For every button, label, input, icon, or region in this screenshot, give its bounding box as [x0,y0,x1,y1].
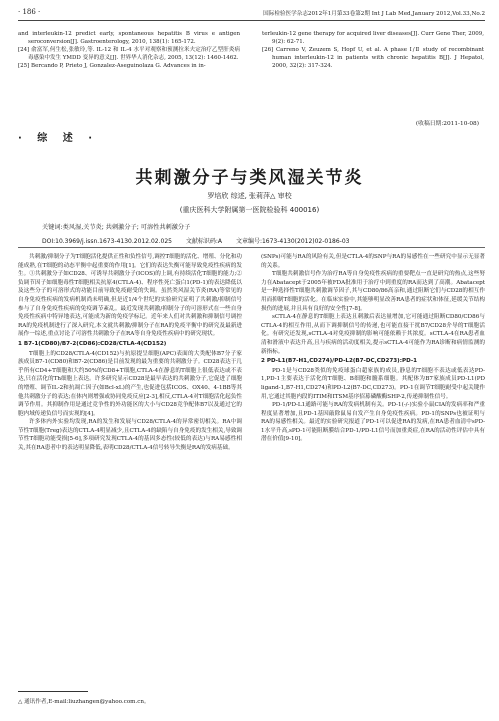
body-left-column [18,253,242,685]
paragraph: 许多体内外实验均发现,RA的发生和发展与CD28/CTLA-4的异常密切相关。RA中调节性T细胞(Treg)表达的CTLA-4明显减少,且CTLA-4的缺陷与自身免疫的发生相关,导致调节性T细胞功能受损[5-6],多项研究发现CTLA-4的基因多态性(较低的表达)与RA易感性相关,其在RA患者中的表达明显降低,表明CD28/CTLA-4信号转导失衡是RA的发病基础。 [18,419,242,452]
paragraph: PD-1是与CD28类似的免疫球蛋白超家族的成员,静息的T细胞不表达或低表达PD-1,PD-1主要表达于活化的T细胞、B细胞和髓系细胞。其配体为B7家族成员PD-L1(PD ligand-1,B7-H1,CD274)和PD-L2(B7-DC,CD273)。PD-1在调节T细胞耐受中起关键作用,它通过其胞内段的ITIM和ITSM基序招募磷酸酶SHP-2,传递抑制性信号。 [261,367,485,400]
paragraph: T细胞共刺激信号作为治疗RA等自身免疫性疾病的重要靶点一直是研究的热点,这些努力在Abatacept于2005年被FDA批准用于治疗中到重度的RA而达到了高潮。Abatacept是一种选择性T细胞共刺激调节因子,其与CD80/86高亲和,通过阻断它们与CD28的相互作用而抑制T细胞的活化。在临床实验中,其能够明显改善RA患者的症状和体征,延缓关节结构损伤的进展,并且具有良好的安全性[7-8]。 [261,271,485,312]
document-code: 文献标识码:A [185,238,223,245]
paragraph: PD-1/PD-L1通路可能与RA的发病机制有关。PD-1(-/-)实验小鼠CIA的发病率和严重程度显著增加,且PD-1基因敲除鼠易自发产生自身免疫性疾病。PD-1的SNPs也被证明与RA的易感性相关。最近的实验研究报道了PD-1可以促进RA的发病,在RA患者血清中sPD-1水平升高,sPD-1可能阻断膜结合PD-1/PD-L1信号而加重炎症,在RA的活动性评估中具有潜在价值[9-10]。 [261,402,485,443]
article-number: 文章编号:1673-4130(2012)02-0186-03 [235,238,350,245]
footnote: △ 通讯作者,E-mail:liuzhangen@yahoo.com.cn。 [18,699,150,705]
keywords: 关键词:类风湿,关节炎; 共刺激分子; 可溶性共刺激分子 [42,224,191,231]
footnote-rule [18,691,88,692]
references-left [18,30,240,70]
article-title: 共刺激分子与类风湿关节炎 [135,168,364,188]
section-label: · 综 述 · [18,133,99,144]
reference-item: and interleukin-12 predict early, spontaneous hepatitis B virus e antigen seroconversion[J]. Gastroenterology, 2010, 138(1): 165-172. [18,31,240,45]
section-heading: 2 PD-L1(B7-H1,CD274)/PD-L2(B7-DC,CD273):PD-1 [261,358,418,365]
received-date: (收稿日期:2011-10-08) [415,121,479,127]
section-heading: 1 B7-1(CD80)/B7-2(CD86):CD28/CTLA-4(CD152) [18,340,167,347]
reference-item: terleukin-12 gene therapy for acquired liver diseases[J]. Curr Gene Ther, 2009, 9(2): 62-71. [262,31,484,45]
reference-item: [26] Carreno V, Zeuzem S, Hopf U, et al. A phase Ⅰ/Ⅱ study of recombinant human interleukin-12 in patients with chronic hepatitis B[J]. J Hepatol, 2000, 32(2): 317-324. [262,47,484,69]
affiliation: (重庆医科大学附属第一医院检验科 400016) [179,206,320,214]
paragraph: T细胞上的CD28/CTLA-4(CD152)与抗原提呈细胞(APC)表面的大类配体B7分子家族成员B7-1(CD80)和B7-2(CD86)是目前发现的最为重要的共刺激分子。CD28表达于几乎所有CD4+T细胞和大约50%的CD8+T细胞,CTLA-4在静息的T细胞上很低表达或不表达,只在活化的Th细胞上表达。许多研究显示CD28是最早表达的共刺激分子,它促进了细胞的增殖、调节IL-2和抗凋亡因子(如Bcl-xL)的产生,也促进包括ICOS、OX40、4-1BB等其他共刺激分子的表达;在体内则增强或协同免疫反应[2-3],相反,CTLA-4对T细胞活化起负性调节作用。其抑制作用是通过竞争性的外功能区的大小与CD28竞争配体B7以及通过它的胞内域传递负信号而实现的[4]。 [18,350,242,417]
paragraph: sCTLA-4在静息的T细胞上表达且刺激后表达量增加,它可能通过阻断CD80/CD86与CTLA-4的相互作用,从而下调抑制信号的传递,也可能直接干扰B7/CD28介导的T细胞活化。有研究还发现,sCTLA-4对免疫抑制的影响可能依赖于其浓度。sCTLA-4在RA患者血清和滑液中表达升高,且与疾病的活动度相关,提示sCTLA-4可能作为RA诊断和病情监测的新指标。 [261,314,485,355]
journal-info: 国际检验医学杂志2012年1月第33卷第2期 Int J Lab Med,January 2012,Vol.33,No.2 [263,11,485,17]
body-right-column [261,253,485,685]
page-number: · 186 · [18,8,41,16]
references-right [262,30,484,70]
divider [18,247,485,248]
reference-item: [25] Bercando P, Prieto J, Gonzalez-Aseguinolaza G. Advances in in- [18,63,206,69]
authors: 罗培欣 综述, 张莉萍△ 审校 [207,192,292,200]
reference-item: [24] 俞富军,何生松,张敏玲,等. IL-12 和 IL-4 水平对观察和预测拉米夫定治疗乙型肝炎病毒感染中发生 YMDD 变异的意义[J]. 世界华人消化杂志, 2005, 13(12): 1460-1462. [18,47,240,61]
article-meta [42,236,457,245]
paragraph: 共刺激/抑制分子为T细胞活化提供正性和负性信号,调控T细胞的活化、增殖、分化和功能成熟,在T细胞的动态平衡中起重要的作用[1]。它们的表达失衡可能导致免疫性疾病的发生。①共刺激分子如CD28、可诱导共刺激分子(ICOS)的上调,有持续活化T细胞的能力;②负调节因子如细胞毒性T细胞相关抗原4(CTLA-4)、程序性死亡蛋白1(PD-1)的表达降低以及这些分子的可溶形式的功能目前导致免疫耐受的失调。虽然类风湿关节炎(RA)等常见的自身免疫性疾病的发病机制尚未明确,但是近1/4个世纪的实验研究证明了共刺激/抑制信号参与了自身免疫性疾病的免疫调节紊乱。最近发现共刺激/抑制分子的可溶形式在一些自身免疫性疾病中特异地表达,可能成为新的免疫学标记。近年来人们对共刺激和抑制信号调控RA的免疫机制进行了深入研究,本文就共刺激/抑制分子在RA的免疫平衡中的研究及最新进展作一综述,重点讨论了可溶性共刺激分子在RA等自身免疫性疾病中的研究现状。 [18,254,242,338]
doi: DOI:10.3969/j.issn.1673-4130.2012.02.025 [42,238,172,245]
running-header [18,8,485,21]
paragraph: (SNPs)可能与RA的风险有关,但是CTLA-4的SNP与RA的易感性在一些研究中显示无显著的关系。 [261,254,485,269]
